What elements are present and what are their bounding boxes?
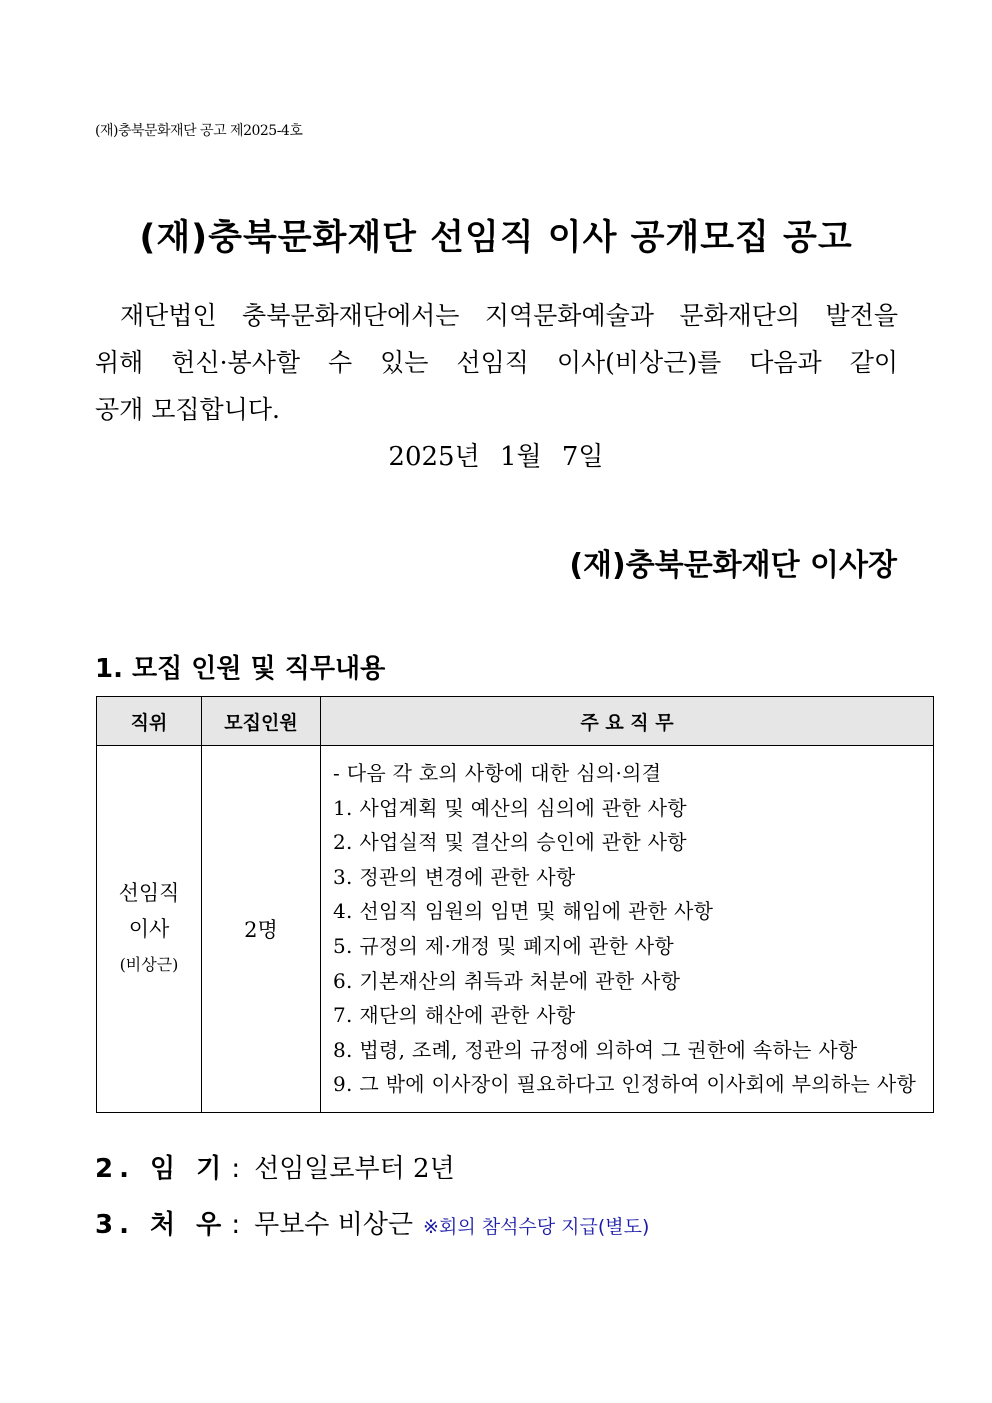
position-line-1: 선임직 bbox=[118, 880, 180, 905]
signer: (재)충북문화재단 이사장 bbox=[569, 548, 897, 583]
header-duties: 주 요 직 무 bbox=[321, 697, 934, 746]
intro-paragraph bbox=[95, 292, 898, 433]
duties-cell bbox=[321, 746, 934, 1113]
duty-table bbox=[96, 696, 934, 1113]
position-line-2: 이사 bbox=[128, 916, 170, 941]
duty-item: 2. 사업실적 및 결산의 승인에 관한 사항 bbox=[333, 830, 687, 855]
document-title: (재)충북문화재단 선임직 이사 공개모집 공고 bbox=[139, 218, 853, 258]
notice-date: 2025년 1월 7일 bbox=[388, 442, 604, 472]
section-1-title: 1. 모집 인원 및 직무내용 bbox=[95, 654, 386, 684]
allowance-note: ※회의 참석수당 지급(별도) bbox=[423, 1216, 650, 1238]
section-3-treatment bbox=[95, 1204, 649, 1241]
duty-item: 8. 법령, 조례, 정관의 규정에 의하여 그 권한에 속하는 사항 bbox=[333, 1037, 858, 1062]
duty-item: 6. 기본재산의 취득과 처분에 관한 사항 bbox=[333, 968, 681, 993]
notice-number: (재)충북문화재단 공고 제2025-4호 bbox=[95, 123, 303, 139]
position-sub: (비상근) bbox=[119, 954, 179, 974]
position-cell bbox=[97, 746, 202, 1113]
duty-item: 3. 정관의 변경에 관한 사항 bbox=[333, 864, 576, 889]
duty-item: 4. 선임직 임원의 임면 및 해임에 관한 사항 bbox=[333, 899, 714, 924]
duty-item: 7. 재단의 해산에 관한 사항 bbox=[333, 1003, 576, 1028]
header-position: 직위 bbox=[97, 697, 202, 746]
table-row bbox=[97, 746, 934, 1113]
count-cell: 2명 bbox=[202, 746, 321, 1113]
section-3-value: 무보수 비상근 bbox=[254, 1210, 414, 1240]
intro-line-2: 위해 헌신·봉사할 수 있는 선임직 이사(비상근)를 다음과 같이 bbox=[95, 348, 898, 377]
intro-line-1: 재단법인 충북문화재단에서는 지역문화예술과 문화재단의 발전을 bbox=[120, 301, 898, 330]
section-2-label: 2. 임 기 bbox=[95, 1154, 228, 1184]
duty-item: 5. 규정의 제·개정 및 폐지에 관한 사항 bbox=[333, 933, 674, 958]
section-3-label: 3. 처 우 bbox=[95, 1210, 228, 1240]
intro-line-3: 공개 모집합니다. bbox=[95, 395, 280, 424]
section-2-colon: : bbox=[231, 1154, 241, 1184]
duty-item: - 다음 각 호의 사항에 대한 심의·의결 bbox=[333, 761, 662, 785]
table-header-row bbox=[97, 697, 934, 746]
section-2-value: 선임일로부터 2년 bbox=[254, 1154, 455, 1184]
section-3-colon: : bbox=[231, 1210, 241, 1240]
duty-item: 1. 사업계획 및 예산의 심의에 관한 사항 bbox=[333, 795, 687, 820]
duty-item: 9. 그 밖에 이사장이 필요하다고 인정하여 이사회에 부의하는 사항 bbox=[333, 1072, 917, 1097]
header-count: 모집인원 bbox=[202, 697, 321, 746]
section-2-term bbox=[95, 1148, 455, 1185]
